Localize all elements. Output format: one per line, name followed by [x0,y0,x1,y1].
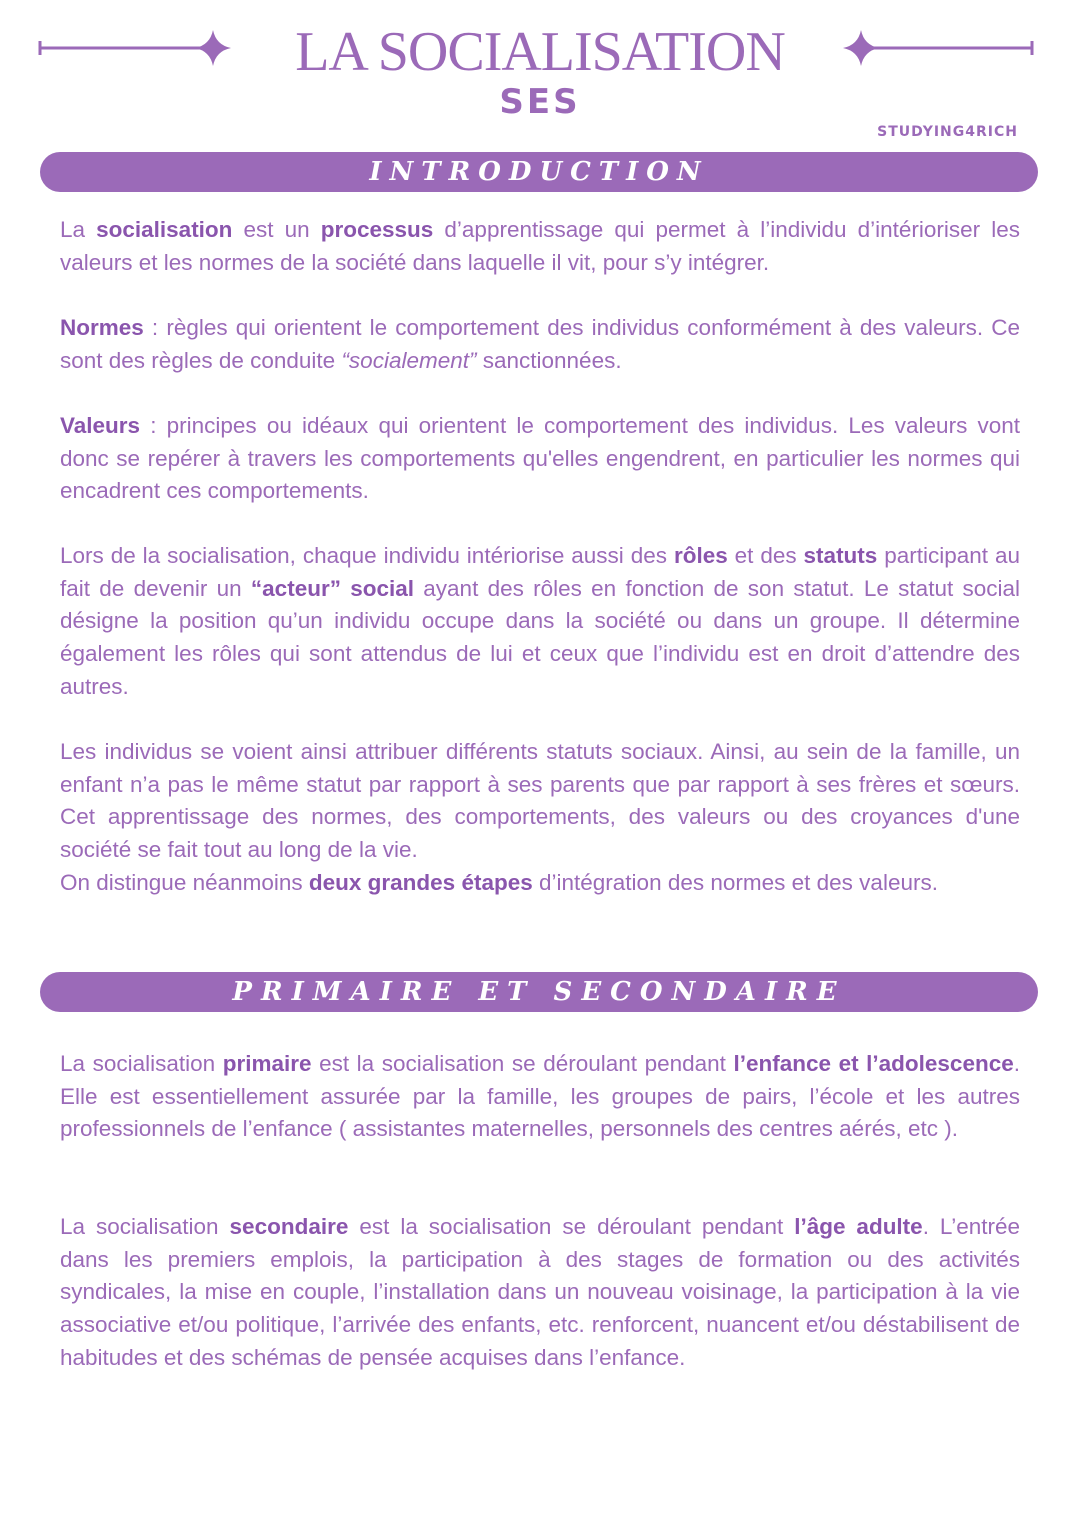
intro-paragraph-roles-statuts: Lors de la socialisation, chaque individu intériorise aussi des rôles et des statuts participant au fait de devenir un “acteur” social ayant des rôles en fonction de son statut. Le statut social désigne la position qu’un individu occupe dans la société ou dans un groupe. Il détermine également les rôles qui sont attendus de lui et ceux que l’individu est en droit d’attendre des autres. [60,543,1021,699]
intro-paragraph-valeurs: Valeurs : principes ou idéaux qui orientent le comportement des individus. Les valeurs vont donc se repérer à travers les comportements qu'elles engendrent, en particulier les normes qui encadrent ces comportements. [60,413,1020,504]
intro-paragraph-statuts-sociaux: Les individus se voient ainsi attribuer différents statuts sociaux. Ainsi, au sein de la famille, un enfant n’a pas le même statut par rapport à ses parents que par rapport à ses frères et sœurs. Cet apprentissage des normes, des comportements, des valeurs ou des croyances d'une société se fait tout au long de la vie. On distingue néanmoins deux grandes étapes d’intégration des normes et des valeurs. [60,739,1020,895]
intro-paragraph-definition: La socialisation est un processus d’apprentissage qui permet à l’individu d’intérioriser les valeurs et les normes de la société dans laquelle il vit, pour s’y intégrer. [60,217,1020,275]
section-heading-introduction: INTRODUCTION [40,152,1038,192]
intro-paragraph-normes: Normes : règles qui orientent le comportement des individus conformément à des valeurs. Ce sont des règles de conduite “socialement” sanctionnées. [60,315,1020,373]
stages-paragraph-primaire: La socialisation primaire est la socialisation se déroulant pendant l’enfance et l’adolescence. Elle est essentiellement assurée par la famille, les groupes de pairs, l’école et les autres professionnels de l’enfance ( assistantes maternelles, personnels des centres aérés, etc ). [60,1051,1020,1142]
author-credit: STUDYING4RICH [877,124,1018,140]
page-title: LA SOCIALISATION [295,21,785,83]
page-subtitle: SES [499,82,581,122]
section-heading-primaire-secondaire: PRIMAIRE ET SECONDAIRE [40,972,1038,1012]
stages-paragraph-secondaire: La socialisation secondaire est la socialisation se déroulant pendant l’âge adulte. L’entrée dans les premiers emplois, la participation à des stages de formation ou des activités syndicales, la mise en couple, l’installation dans un nouveau voisinage, la participation à la vie associative et/ou politique, l’arrivée des enfants, etc. renforcent, nuancent et/ou déstabilisent de habitudes et des schémas de pensée acquises dans l’enfance. [60,1214,1020,1370]
